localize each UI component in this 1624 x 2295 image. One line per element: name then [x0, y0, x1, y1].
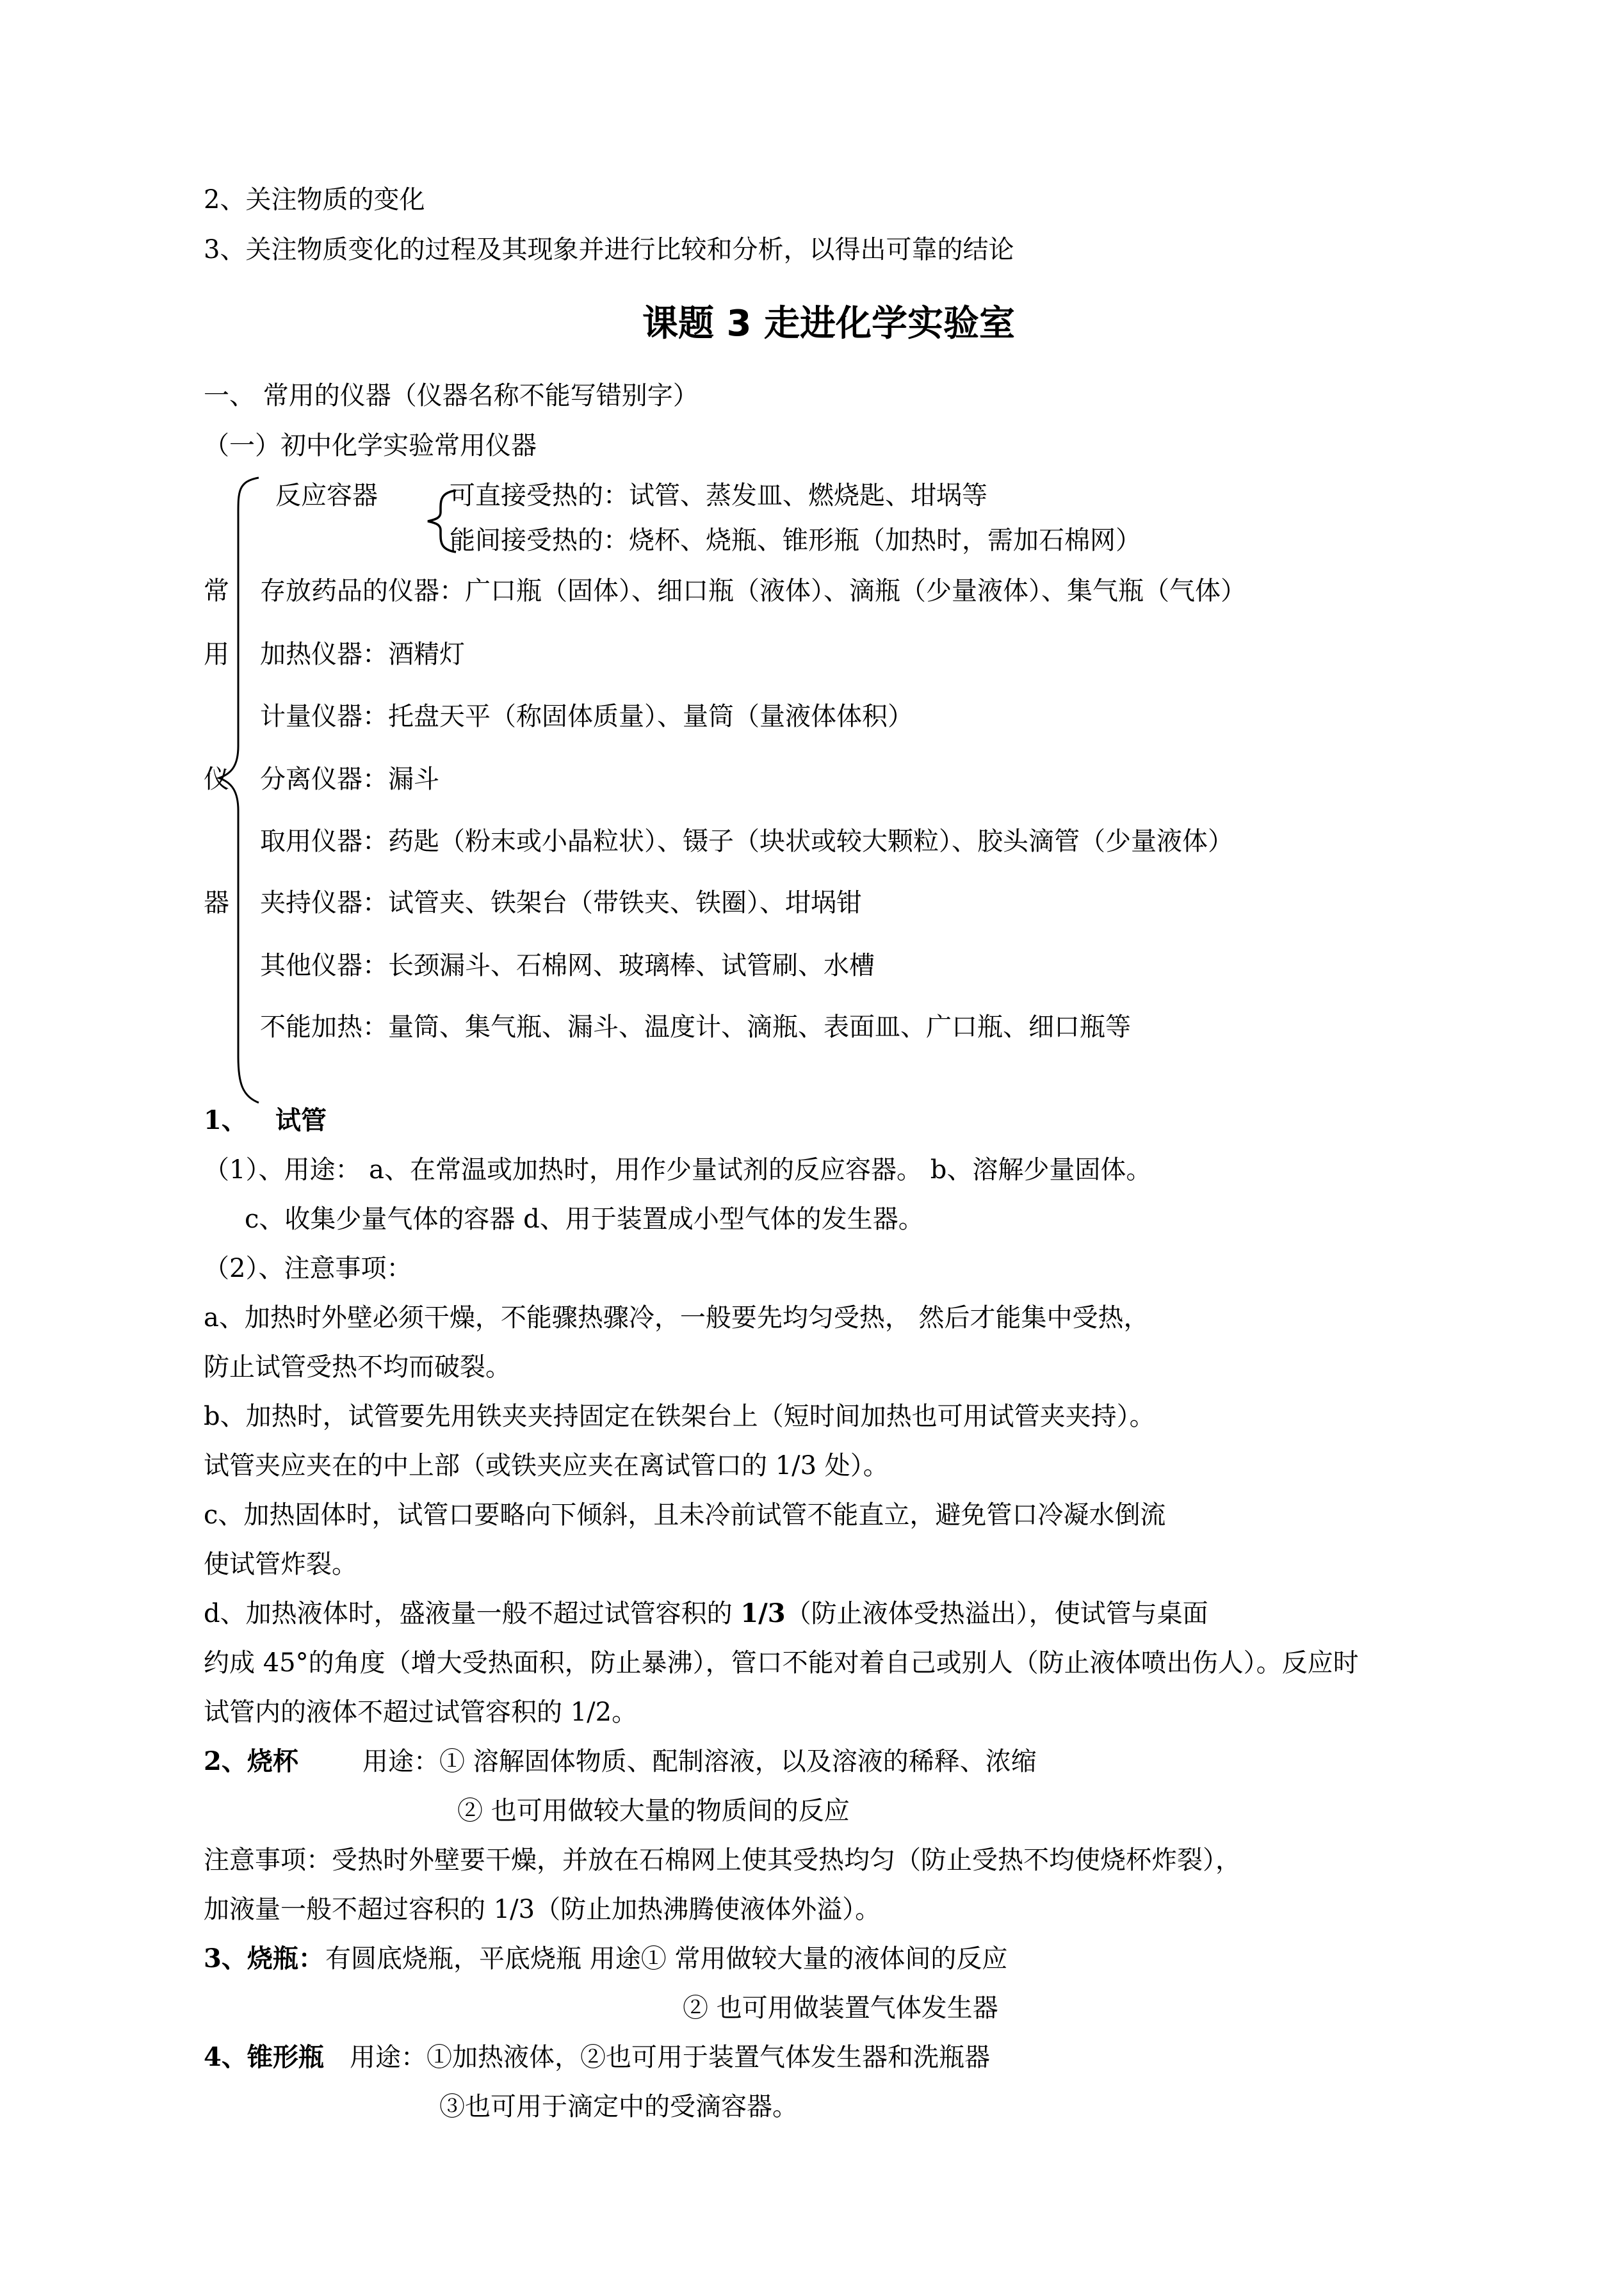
instrument-row: 分离仪器：漏斗 — [260, 765, 439, 794]
beaker-note-2: 加液量一般不超过容积的 1/3（防止加热沸腾使液体外溢）。 — [204, 1895, 881, 1924]
reaction-container-label: 反应容器 — [275, 481, 378, 510]
direct-heating-list: 可直接受热的：试管、蒸发皿、燃烧匙、坩埚等 — [450, 481, 987, 510]
page-title: 课题 3 走进化学实验室 — [642, 303, 1015, 345]
beaker-use-2: ② 也可用做较大量的物质间的反应 — [457, 1796, 850, 1826]
note-d-fraction: 1/3 — [740, 1598, 786, 1628]
test-tube-note-d-1 — [204, 1598, 1208, 1628]
beaker-use-1: 用途：① 溶解固体物质、配制溶液，以及溶液的稀释、浓缩 — [362, 1747, 1037, 1776]
note-d-text-1: d、加热液体时，盛液量一般不超过试管容积的 — [204, 1599, 741, 1628]
vertical-label-char: 常 — [204, 576, 229, 606]
test-tube-note-c-2: 使试管炸裂。 — [204, 1550, 357, 1579]
test-tube-note-a-1: a、加热时外壁必须干燥，不能骤热骤冷，一般要先均匀受热， 然后才能集中受热， — [204, 1303, 1149, 1333]
test-tube-note-b-2: 试管夹应夹在的中上部（或铁夹应夹在离试管口的 1/3 处）。 — [204, 1451, 889, 1480]
beaker-heading: 2、烧杯 — [204, 1746, 298, 1776]
test-tube-note-c-1: c、加热固体时，试管口要略向下倾斜，且未冷前试管不能直立，避免管口冷凝水倒流 — [204, 1500, 1166, 1530]
test-tube-notes-heading: （2）、注意事项： — [204, 1254, 412, 1283]
test-tube-use-2: c、收集少量气体的容器 d、用于装置成小型气体的发生器。 — [245, 1204, 924, 1234]
instrument-row: 夹持仪器：试管夹、铁架台（带铁夹、铁圈）、坩埚钳 — [260, 888, 862, 918]
instrument-row: 不能加热：量筒、集气瓶、漏斗、温度计、滴瓶、表面皿、广口瓶、细口瓶等 — [260, 1012, 1131, 1042]
conical-flask-line-2: ③也可用于滴定中的受滴容器。 — [439, 2092, 798, 2121]
test-tube-note-b-1: b、加热时，试管要先用铁夹夹持固定在铁架台上（短时间加热也可用试管夹夹持）。 — [204, 1402, 1155, 1431]
test-tube-heading-number: 1、 — [204, 1105, 247, 1135]
intro-line-3: 3、关注物质变化的过程及其现象并进行比较和分析，以得出可靠的结论 — [204, 235, 1014, 264]
vertical-label-char: 器 — [204, 888, 229, 918]
conical-flask-heading: 4、锥形瓶 — [204, 2042, 324, 2072]
test-tube-note-a-2: 防止试管受热不均而破裂。 — [204, 1352, 511, 1382]
section-heading: 一、 常用的仪器（仪器名称不能写错别字） — [204, 381, 699, 410]
test-tube-use-1: （1）、用途： a、在常温或加热时，用作少量试剂的反应容器。 b、溶解少量固体。 — [204, 1155, 1152, 1185]
test-tube-note-d-3: 试管内的液体不超过试管容积的 1/2。 — [204, 1698, 638, 1727]
instrument-row: 计量仪器：托盘天平（称固体质量）、量筒（量液体体积） — [260, 702, 913, 731]
instrument-row: 取用仪器：药匙（粉末或小晶粒状）、镊子（块状或较大颗粒）、胶头滴管（少量液体） — [260, 827, 1233, 856]
indirect-heating-list: 能间接受热的：烧杯、烧瓶、锥形瓶（加热时，需加石棉网） — [450, 526, 1141, 555]
section-subheading: （一）初中化学实验常用仪器 — [204, 431, 537, 460]
test-tube-note-d-2: 约成 45°的角度（增大受热面积，防止暴沸），管口不能对着自己或别人（防止液体喷出伤人）。反应时 — [204, 1648, 1359, 1678]
instrument-row: 其他仪器：长颈漏斗、石棉网、玻璃棒、试管刷、水槽 — [260, 951, 875, 980]
conical-flask-line-1: 用途：①加热液体，②也可用于装置气体发生器和洗瓶器 — [350, 2043, 990, 2072]
intro-line-2: 2、关注物质的变化 — [204, 185, 425, 215]
flask-line-1: 有圆底烧瓶，平底烧瓶 用途① 常用做较大量的液体间的反应 — [325, 1944, 1008, 1974]
vertical-label-char: 用 — [204, 640, 229, 669]
instrument-row: 存放药品的仪器：广口瓶（固体）、细口瓶（液体）、滴瓶（少量液体）、集气瓶（气体） — [260, 576, 1246, 606]
flask-line-2: ② 也可用做装置气体发生器 — [683, 1993, 998, 2023]
vertical-label-char: 仪 — [204, 765, 229, 794]
note-d-text-2: （防止液体受热溢出），使试管与桌面 — [785, 1599, 1208, 1628]
beaker-note-1: 注意事项：受热时外壁要干燥，并放在石棉网上使其受热均匀（防止受热不均使烧杯炸裂）， — [204, 1845, 1241, 1875]
instrument-row: 加热仪器：酒精灯 — [260, 640, 465, 669]
test-tube-heading: 试管 — [275, 1105, 327, 1135]
flask-heading: 3、烧瓶： — [204, 1943, 324, 1974]
